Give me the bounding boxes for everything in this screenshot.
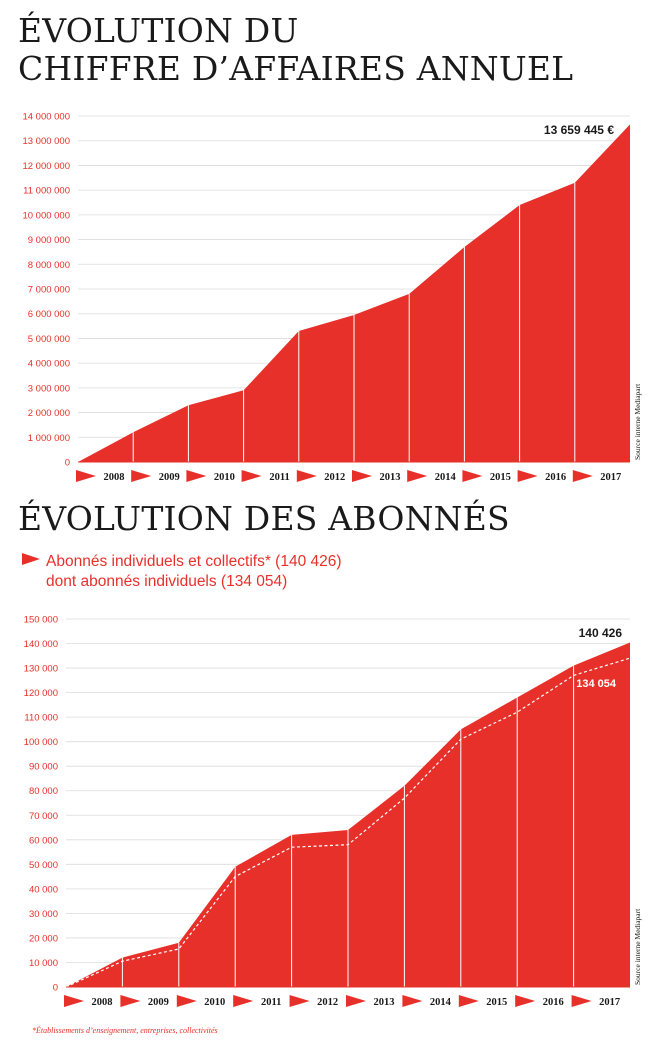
y-tick-label: 10 000 xyxy=(28,957,58,969)
y-tick-label: 50 000 xyxy=(28,859,58,871)
y-tick-label: 80 000 xyxy=(28,786,58,798)
y-tick-label: 0 xyxy=(52,982,58,994)
revenue-title-line1: ÉVOLUTION DU xyxy=(18,11,299,50)
y-tick-label: 120 000 xyxy=(23,688,58,700)
x-tick-label: 2015 xyxy=(486,997,508,1008)
x-tick-flag-icon xyxy=(402,995,422,1007)
y-tick-label: 1 000 000 xyxy=(27,432,70,444)
x-tick-label: 2008 xyxy=(103,472,125,483)
x-tick-flag-icon xyxy=(177,995,197,1007)
x-tick-flag-icon xyxy=(407,470,427,482)
y-tick-label: 7 000 000 xyxy=(27,284,70,296)
y-tick-label: 12 000 000 xyxy=(22,160,70,172)
x-tick-label: 2016 xyxy=(545,472,567,483)
y-tick-label: 8 000 000 xyxy=(27,259,70,271)
legend-item-total xyxy=(22,552,342,572)
y-tick-label: 60 000 xyxy=(28,835,58,847)
source-label: Source interne Mediapart xyxy=(633,383,642,460)
x-tick-flag-icon xyxy=(290,995,310,1007)
x-tick-flag-icon xyxy=(459,995,479,1007)
x-tick-label: 2015 xyxy=(489,472,511,483)
y-tick-label: 11 000 000 xyxy=(23,185,70,197)
x-tick-label: 2014 xyxy=(429,997,451,1008)
subscribers-individual-value-label: 134 054 xyxy=(576,678,616,690)
y-tick-label: 150 000 xyxy=(23,614,58,626)
y-tick-label: 90 000 xyxy=(28,761,58,773)
subscribers-chart-title: ÉVOLUTION DES ABONNÉS xyxy=(18,499,510,538)
y-tick-label: 30 000 xyxy=(28,908,58,920)
x-tick-label: 2014 xyxy=(434,472,456,483)
y-tick-label: 70 000 xyxy=(28,810,58,822)
y-tick-label: 40 000 xyxy=(28,884,58,896)
x-tick-flag-icon xyxy=(352,470,372,482)
x-tick-flag-icon xyxy=(346,995,366,1007)
revenue-chart xyxy=(0,100,661,495)
x-tick-label: 2013 xyxy=(379,472,401,483)
x-tick-label: 2012 xyxy=(317,997,339,1008)
y-tick-label: 0 xyxy=(64,457,70,469)
x-tick-label: 2008 xyxy=(91,997,113,1008)
x-tick-label: 2011 xyxy=(269,472,290,483)
x-tick-flag-icon xyxy=(297,470,317,482)
y-tick-label: 10 000 000 xyxy=(22,210,70,222)
y-tick-label: 4 000 000 xyxy=(27,358,70,370)
y-tick-label: 100 000 xyxy=(23,737,58,749)
footnote: *Établissements d’enseignement, entreprises, collectivités xyxy=(32,1026,218,1035)
y-tick-label: 140 000 xyxy=(23,639,58,651)
x-tick-label: 2009 xyxy=(158,472,180,483)
revenue-last-value-label: 13 659 445 € xyxy=(543,123,614,137)
x-tick-label: 2010 xyxy=(213,472,235,483)
source-label: Source interne Mediapart xyxy=(633,908,642,985)
x-tick-label: 2013 xyxy=(373,997,395,1008)
x-tick-flag-icon xyxy=(572,995,592,1007)
subscribers-total-value-label: 140 426 xyxy=(578,626,622,640)
x-tick-label: 2012 xyxy=(324,472,346,483)
y-tick-label: 3 000 000 xyxy=(27,383,70,395)
x-tick-label: 2010 xyxy=(204,997,226,1008)
y-tick-label: 110 000 xyxy=(24,712,58,724)
x-tick-label: 2016 xyxy=(542,997,564,1008)
x-tick-flag-icon xyxy=(186,470,206,482)
y-tick-label: 9 000 000 xyxy=(27,235,70,247)
y-tick-label: 130 000 xyxy=(23,663,58,675)
legend-label-total: Abonnés individuels et collectifs* (140 426) xyxy=(46,553,342,570)
subscribers-legend xyxy=(22,552,342,592)
y-tick-label: 5 000 000 xyxy=(27,333,70,345)
x-tick-flag-icon xyxy=(120,995,140,1007)
x-tick-flag-icon xyxy=(64,995,84,1007)
subscribers-chart xyxy=(0,605,661,1025)
revenue-title-line2: CHIFFRE D’AFFAIRES ANNUEL xyxy=(18,49,574,88)
y-tick-label: 14 000 000 xyxy=(22,111,70,123)
y-tick-label: 20 000 xyxy=(28,933,58,945)
x-tick-flag-icon xyxy=(242,470,262,482)
x-tick-label: 2017 xyxy=(599,997,621,1008)
x-tick-label: 2017 xyxy=(600,472,622,483)
legend-flag-icon xyxy=(22,553,40,565)
y-tick-label: 6 000 000 xyxy=(27,309,70,321)
x-tick-flag-icon xyxy=(518,470,538,482)
x-tick-flag-icon xyxy=(573,470,593,482)
x-tick-flag-icon xyxy=(462,470,482,482)
legend-item-individual: dont abonnés individuels (134 054) xyxy=(46,573,288,590)
x-tick-flag-icon xyxy=(515,995,535,1007)
y-tick-label: 13 000 000 xyxy=(22,136,70,148)
x-tick-label: 2011 xyxy=(260,997,282,1008)
y-tick-label: 2 000 000 xyxy=(27,408,70,420)
x-tick-flag-icon xyxy=(76,470,96,482)
x-tick-flag-icon xyxy=(233,995,253,1007)
x-tick-flag-icon xyxy=(131,470,151,482)
revenue-chart-title xyxy=(18,12,573,88)
x-tick-label: 2009 xyxy=(147,997,169,1008)
